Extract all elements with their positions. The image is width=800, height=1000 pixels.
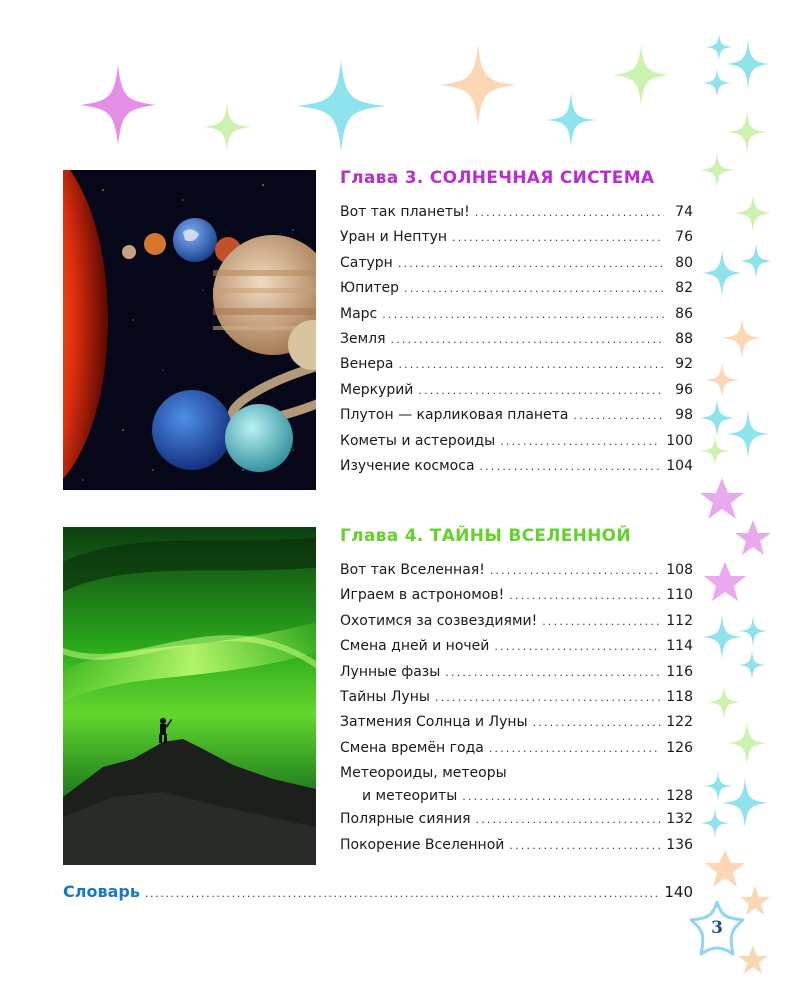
dot-leader [533,716,662,729]
toc-entry-label: Тайны Луны [340,688,430,705]
toc-entry-label: Охотимся за созвездиями! [340,612,538,629]
glossary-entry[interactable] [63,882,693,901]
toc-entry-page: 108 [666,562,693,578]
dot-leader [500,435,661,448]
star-decoration-icon [613,45,669,105]
dot-leader [509,839,661,852]
star-decoration-icon [726,40,770,88]
toc-entry-label: Юпитер [340,280,400,297]
chapter-4-title: Глава 4. ТАЙНЫ ВСЕЛЕННОЙ [340,526,631,546]
dot-leader [382,308,664,321]
star-decoration-icon [700,435,730,467]
dot-leader [573,409,664,422]
toc-entry-line2 [340,788,693,804]
star-decoration-icon [546,93,596,147]
toc-entry-page: 132 [666,811,693,828]
star-decoration-icon [702,68,732,98]
star-decoration-icon [704,562,746,602]
toc-entry-label: Играем в астрономов! [340,587,505,604]
toc-entry-label: Метеороиды, метеоры [340,765,507,782]
toc-entry-label-continued: и метеориты [362,788,458,805]
dot-leader [391,333,664,346]
star-decoration-icon [708,686,740,718]
dot-leader [462,790,661,803]
toc-entry[interactable] [340,837,693,862]
dot-leader [494,640,661,653]
dot-leader [542,615,661,628]
toc-entry-page: 122 [666,714,693,731]
star-decoration-icon [700,153,734,187]
toc-entry-label: Смена дней и ночей [340,638,490,655]
star-decoration-icon [740,244,772,278]
toc-entry[interactable] [340,811,693,836]
toc-entry[interactable] [340,331,693,356]
star-decoration-icon [727,410,769,458]
toc-entry[interactable] [340,433,693,458]
toc-entry-label: Затмения Солнца и Луны [340,714,528,731]
toc-entry-label: Полярные сияния [340,811,471,828]
star-decoration-icon [738,615,768,647]
toc-entry[interactable] [340,356,693,381]
dot-leader [452,231,664,244]
toc-entry[interactable] [340,587,693,612]
toc-entry-page: 100 [666,432,693,449]
toc-entry-page: 96 [675,381,693,398]
dot-leader [476,813,662,826]
toc-entry-label: Смена времён года [340,739,484,756]
toc-entry-label: Вот так Вселенная! [340,562,485,578]
chapter-3-toc [340,204,693,483]
solar-system-image [63,170,316,490]
toc-entry[interactable] [340,765,693,811]
toc-entry-page: 110 [666,587,693,604]
toc-entry[interactable] [340,407,693,432]
dot-leader [404,282,664,295]
toc-entry[interactable] [340,204,693,229]
aurora-image [63,527,316,865]
star-decoration-icon [738,650,766,680]
glossary-label: Словарь [63,882,140,901]
toc-entry[interactable] [340,280,693,305]
toc-entry-page: 116 [666,663,693,680]
toc-entry-page: 128 [666,788,693,805]
toc-entry[interactable] [340,664,693,689]
star-decoration-icon [727,112,767,152]
toc-entry-label: Лунные фазы [340,663,441,680]
dot-leader [489,742,661,755]
dot-leader [509,589,661,602]
toc-entry-label: Изучение космоса [340,457,475,474]
star-decoration-icon [735,195,771,231]
toc-entry-label: Плутон — карликовая планета [340,407,569,424]
dot-leader [490,564,661,577]
dot-leader [398,358,664,371]
toc-entry-label: Сатурн [340,254,393,271]
toc-entry[interactable] [340,255,693,280]
toc-entry-page: 74 [675,204,693,220]
toc-entry-page: 136 [666,836,693,853]
star-decoration-icon [722,318,762,358]
chapter-4-toc [340,562,693,862]
dot-leader [418,384,664,397]
toc-entry-page: 98 [675,407,693,424]
toc-entry[interactable] [340,229,693,254]
toc-entry-page: 112 [666,612,693,629]
toc-entry-page: 114 [666,638,693,655]
page-number-badge [684,898,750,962]
star-decoration-icon [702,615,742,659]
dot-leader [445,666,661,679]
toc-entry[interactable] [340,458,693,483]
star-decoration-icon [702,250,742,296]
toc-entry[interactable] [340,306,693,331]
dot-leader [145,887,659,900]
toc-entry-label: Марс [340,305,378,322]
star-decoration-icon [705,363,739,397]
dot-leader [435,691,661,704]
toc-entry-page: 80 [675,254,693,271]
toc-entry[interactable] [340,613,693,638]
chapter-3-title: Глава 3. СОЛНЕЧНАЯ СИСТЕМА [340,168,655,188]
dot-leader [480,460,662,473]
toc-entry-page: 86 [675,305,693,322]
star-decoration-icon [203,103,251,151]
toc-entry-page: 92 [675,356,693,373]
dot-leader [475,206,664,219]
star-decoration-icon [80,65,156,145]
toc-entry[interactable] [340,714,693,739]
star-decoration-icon [700,478,744,520]
toc-entry-page: 104 [666,457,693,474]
glossary-page: 140 [664,883,693,901]
toc-entry[interactable] [340,638,693,663]
toc-entry[interactable] [340,740,693,765]
toc-entry-page: 88 [675,330,693,347]
toc-entry[interactable] [340,562,693,587]
toc-entry-label: Кометы и астероиды [340,432,496,449]
toc-entry-label: Меркурий [340,381,414,398]
toc-entry-label: Уран и Нептун [340,229,448,246]
star-decoration-icon [700,808,730,838]
star-decoration-icon [440,45,516,125]
toc-entry[interactable] [340,382,693,407]
page-number: 3 [711,918,723,938]
toc-entry-label: Покорение Вселенной [340,836,505,853]
toc-entry[interactable] [340,689,693,714]
toc-entry-label: Вот так планеты! [340,204,470,220]
toc-entry-label: Венера [340,356,394,373]
toc-entry-page: 76 [675,229,693,246]
star-decoration-icon [735,520,771,556]
star-decoration-icon [705,850,745,888]
toc-entry-page: 82 [675,280,693,297]
star-decoration-icon [727,722,767,764]
star-decoration-icon [296,60,386,152]
dot-leader [398,257,664,270]
toc-entry-label: Земля [340,330,386,347]
toc-entry-page: 126 [666,739,693,756]
toc-entry-page: 118 [666,688,693,705]
